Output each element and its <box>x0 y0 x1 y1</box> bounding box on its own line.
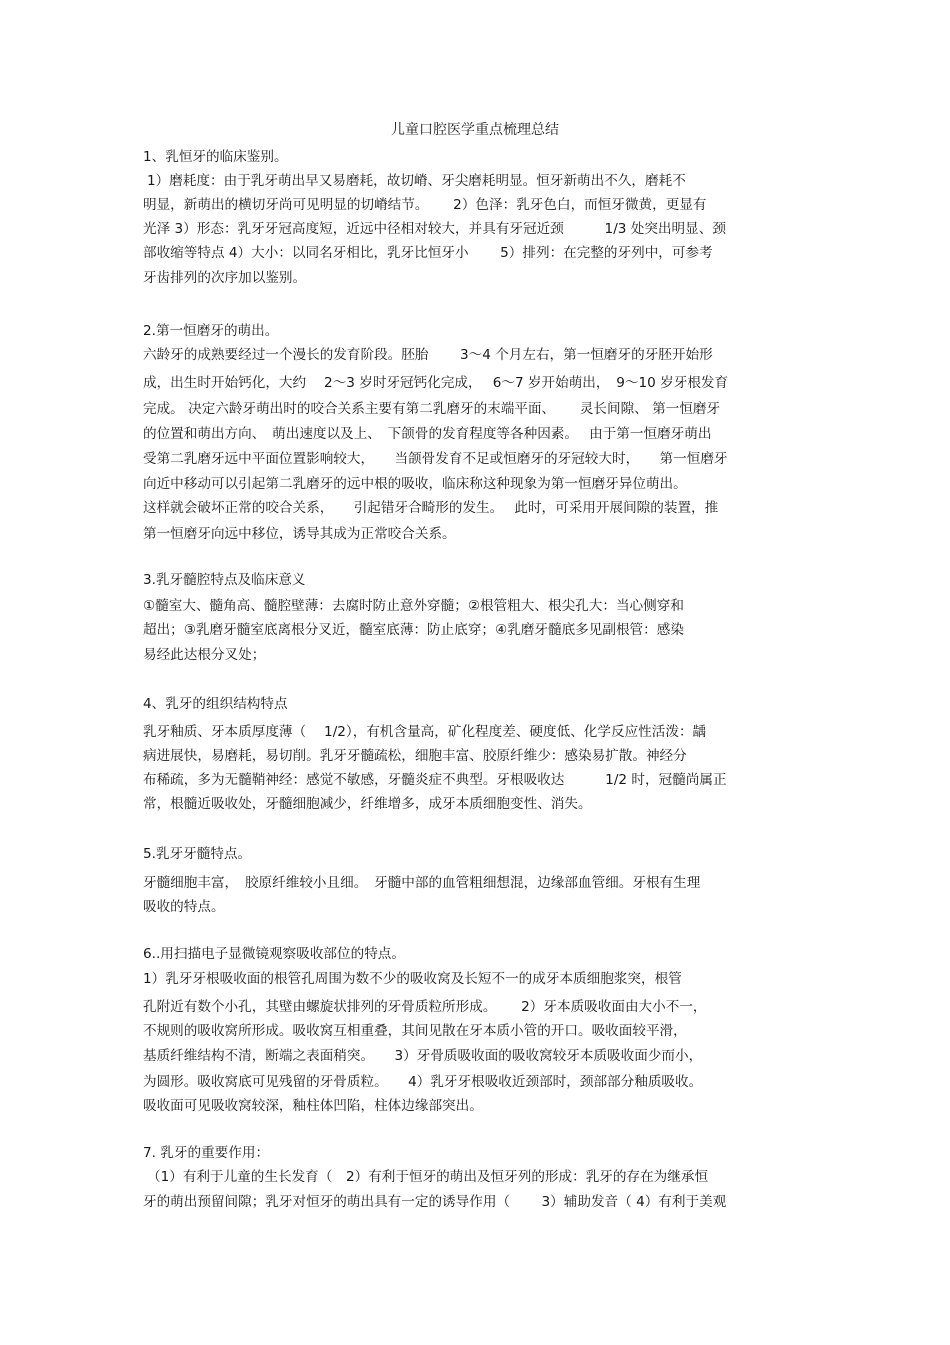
section-1-heading: 1、乳恒牙的临床鉴别。 <box>143 149 288 165</box>
paragraph-line: 光泽 3）形态：乳牙牙冠高度短，近远中径相对较大，并具有牙冠近颈 1/3 处突出明显、颈 <box>143 221 726 237</box>
paragraph-line: 常，根髓近吸收处，牙髓细胞减少，纤维增多，成牙本质细胞变性、消失。 <box>143 796 592 812</box>
paragraph-line: 超出；③乳磨牙髓室底离根分叉近，髓室底薄：防止底穿；④乳磨牙髓底多见副根管：感染 <box>143 622 684 638</box>
paragraph-line: 布稀疏，多为无髓鞘神经：感觉不敏感，牙髓炎症不典型。牙根吸收达 1/2 时，冠髓尚属正 <box>143 772 727 788</box>
paragraph-line: 牙髓细胞丰富， 胶原纤维较小且细。 牙髓中部的血管粗细想混，边缘部血管细。牙根有生理 <box>143 875 701 891</box>
paragraph-line: 向近中移动可以引起第二乳磨牙的远中根的吸收，临床称这种现象为第一恒磨牙异位萌出。 <box>143 476 687 492</box>
paragraph-line: 孔附近有数个小孔，其壁由螺旋状排列的牙骨质粒所形成。 2）牙本质吸收面由大小不一， <box>143 999 707 1015</box>
paragraph-line: 六龄牙的成熟要经过一个漫长的发育阶段。胚胎 3～4 个月左右，第一恒磨牙的牙胚开始形 <box>143 347 713 363</box>
paragraph-line: 牙齿排列的次序加以鉴别。 <box>143 270 307 286</box>
section-6-heading: 6..用扫描电子显微镜观察吸收部位的特点。 <box>143 946 405 962</box>
paragraph-line: ①髓室大、髓角高、髓腔壁薄：去腐时防止意外穿髓；②根管粗大、根尖孔大：当心侧穿和 <box>143 598 684 614</box>
paragraph-line: 乳牙釉质、牙本质厚度薄（ 1/2），有机含量高，矿化程度差、硬度低、化学反应性活泼：龋 <box>143 724 707 740</box>
section-7-heading: 7. 乳牙的重要作用： <box>143 1145 270 1161</box>
paragraph-line: 1）乳牙牙根吸收面的根管孔周围为数不少的吸收窝及长短不一的成牙本质细胞浆突，根管 <box>143 971 682 987</box>
paragraph-line: 1）磨耗度：由于乳牙萌出早又易磨耗，故切嵴、牙尖磨耗明显。恒牙新萌出不久，磨耗不 <box>147 173 686 189</box>
paragraph-line: 牙的萌出预留间隙；乳牙对恒牙的萌出具有一定的诱导作用（ 3）辅助发音（ 4）有利于美观 <box>143 1194 727 1210</box>
paragraph-line: 部收缩等特点 4）大小：以同名牙相比，乳牙比恒牙小 5）排列：在完整的牙列中，可参考 <box>143 245 713 261</box>
paragraph-line: 为圆形。吸收窝底可见残留的牙骨质粒。 4）乳牙牙根吸收近颈部时，颈部部分釉质吸收。 <box>143 1074 703 1090</box>
document-title: 儿童口腔医学重点梳理总结 <box>391 122 559 138</box>
paragraph-line: 不规则的吸收窝所形成。吸收窝互相重叠，其间见散在牙本质小管的开口。吸收面较平滑， <box>143 1023 687 1039</box>
paragraph-line: 吸收面可见吸收窝较深，釉柱体凹陷，柱体边缘部突出。 <box>143 1098 483 1114</box>
paragraph-line: 受第二乳磨牙远中平面位置影响较大， 当颌骨发育不足或恒磨牙的牙冠较大时， 第一恒磨牙 <box>143 451 728 467</box>
paragraph-line: 这样就会破坏正常的咬合关系， 引起错牙合畸形的发生。 此时，可采用开展间隙的装置，推 <box>143 500 719 516</box>
paragraph-line: 病进展快，易磨耗，易切削。乳牙牙髓疏松，细胞丰富、胶原纤维少：感染易扩散。神经分 <box>143 748 687 764</box>
paragraph-line: 明显，新萌出的横切牙尚可见明显的切嵴结节。 2）色泽：乳牙色白，而恒牙微黄，更显有 <box>143 197 707 213</box>
paragraph-line: （1）有利于儿童的生长发育（ 2）有利于恒牙的萌出及恒牙列的形成：乳牙的存在为继承恒 <box>147 1169 709 1185</box>
paragraph-line: 成，出生时开始钙化，大约 2～3 岁时牙冠钙化完成， 6～7 岁开始萌出， 9～10 岁牙根发育 <box>143 375 729 391</box>
section-2-heading: 2.第一恒磨牙的萌出。 <box>143 323 279 339</box>
paragraph-line: 基质纤维结构不清，断端之表面稍突。 3）牙骨质吸收面的吸收窝较牙本质吸收面少而小， <box>143 1048 703 1064</box>
section-3-heading: 3.乳牙髓腔特点及临床意义 <box>143 572 306 588</box>
section-5-heading: 5.乳牙牙髓特点。 <box>143 846 252 862</box>
paragraph-line: 易经此达根分叉处； <box>143 647 266 663</box>
paragraph-line: 完成。 决定六龄牙萌出时的咬合关系主要有第二乳磨牙的末端平面、 灵长间隙、 第一恒磨牙 <box>143 401 721 417</box>
section-4-heading: 4、乳牙的组织结构特点 <box>143 696 288 712</box>
paragraph-line: 第一恒磨牙向远中移位，诱导其成为正常咬合关系。 <box>143 526 456 542</box>
paragraph-line: 的位置和萌出方向、 萌出速度以及上、 下颌骨的发育程度等各种因素。 由于第一恒磨牙萌出 <box>143 426 712 442</box>
paragraph-line: 吸收的特点。 <box>143 899 225 915</box>
